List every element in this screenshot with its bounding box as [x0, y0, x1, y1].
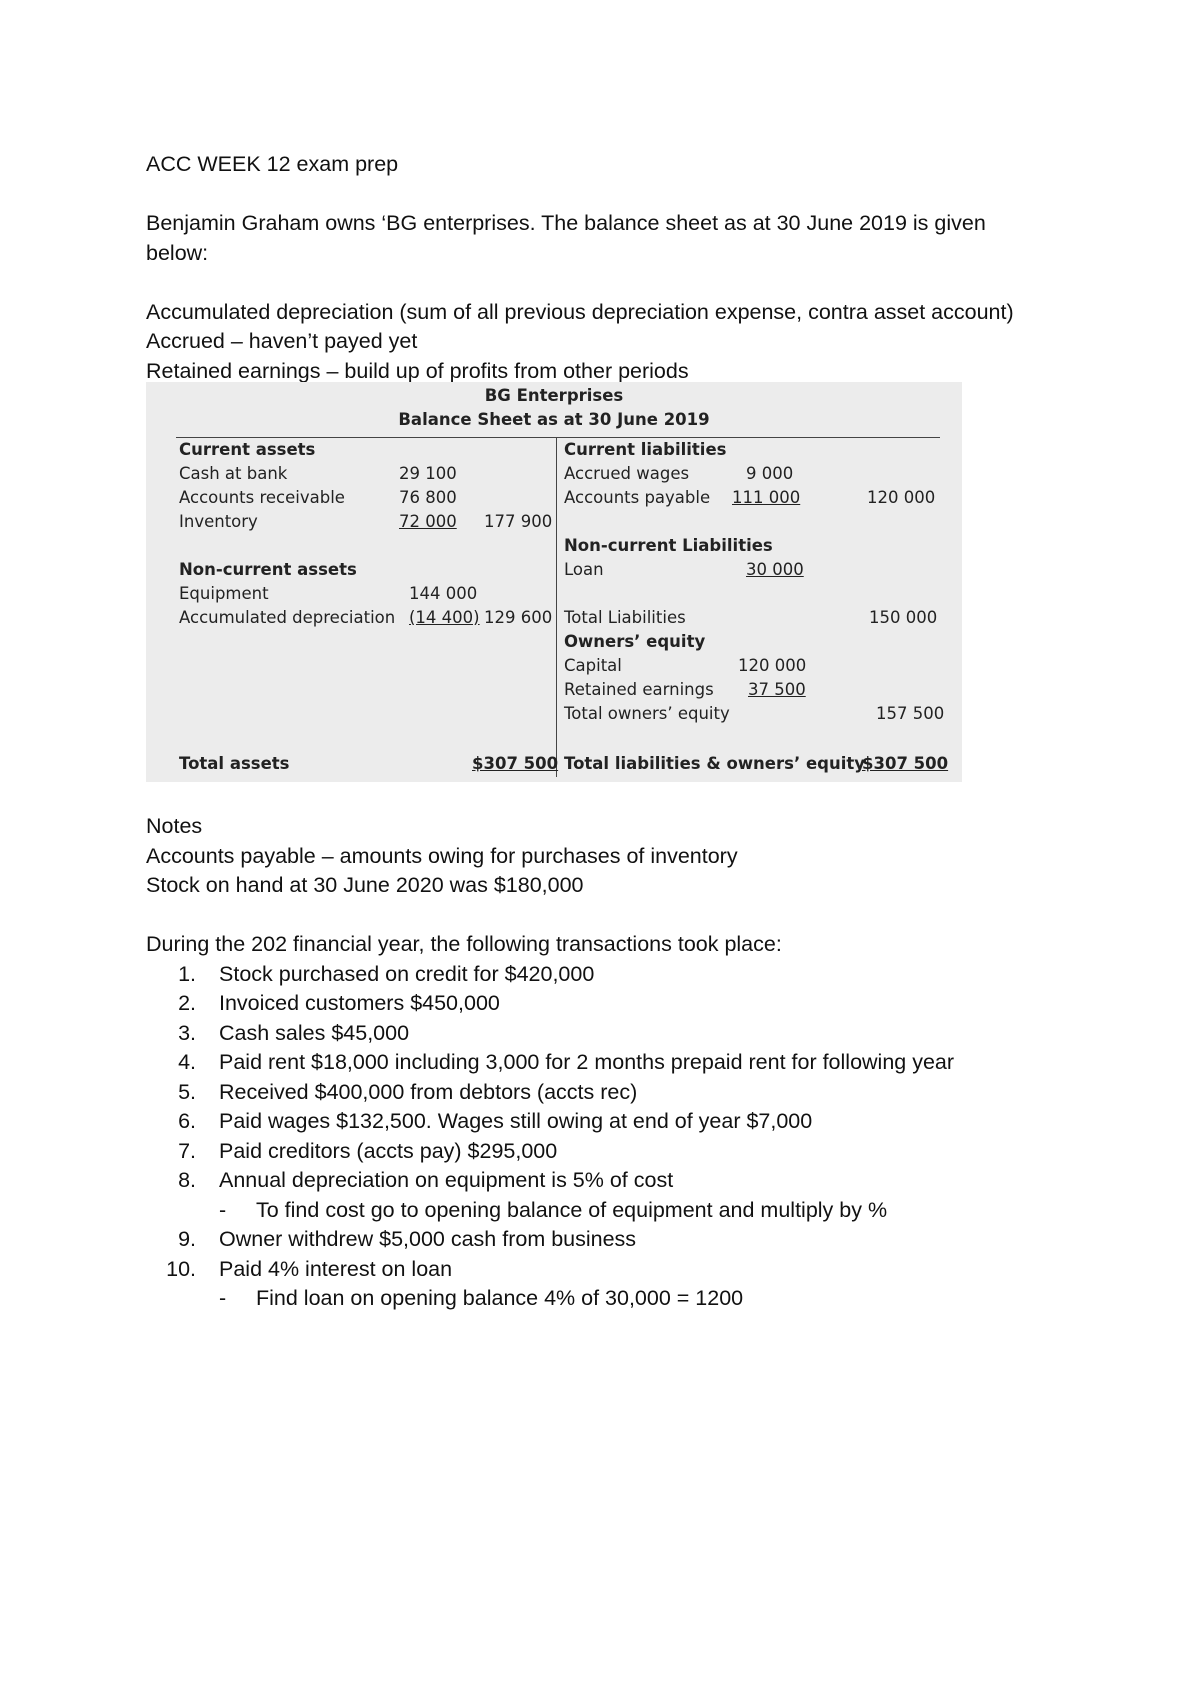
accumulated-depreciation-label: Accumulated depreciation: [179, 608, 396, 627]
inventory-value: 72 000: [399, 512, 457, 531]
ar-label: Accounts receivable: [179, 488, 345, 507]
inventory-label: Inventory: [179, 512, 258, 531]
balance-sheet-figure: [146, 382, 962, 782]
bs-header-rule: [176, 437, 940, 438]
list-item: 4. Paid rent $18,000 including 3,000 for 2 months prepaid rent for following year: [178, 1050, 955, 1074]
accrued-wages-value: 9 000: [746, 464, 794, 483]
cash-label: Cash at bank: [179, 464, 288, 483]
total-liabilities-equity-label: Total liabilities & owners’ equity: [564, 754, 866, 773]
list-item: 7. Paid creditors (accts pay) $295,000: [178, 1138, 558, 1163]
notes-line-2: Stock on hand at 30 June 2020 was $180,000: [146, 873, 584, 897]
total-owners-equity-value: 157 500: [876, 704, 945, 723]
sub-item-10: - Find loan on opening balance 4% of 30,000 = 1200: [219, 1286, 744, 1310]
total-liabilities-value: 150 000: [869, 608, 938, 627]
owners-equity-heading: Owners’ equity: [564, 632, 706, 651]
list-item: 9. Owner withdrew $5,000 cash from business: [178, 1227, 637, 1251]
loan-value: 30 000: [746, 560, 804, 579]
retained-earnings-value: 37 500: [748, 680, 806, 699]
bs-title: BG Enterprises: [484, 386, 624, 405]
total-liabilities-label: Total Liabilities: [564, 608, 686, 627]
accounts-payable-value: 111 000: [732, 488, 801, 507]
doc-heading: ACC WEEK 12 exam prep: [146, 152, 399, 176]
accrued-wages-label: Accrued wages: [564, 464, 690, 483]
current-assets-total: 177 900: [484, 512, 553, 531]
capital-label: Capital: [564, 656, 622, 675]
list-item: 3. Cash sales $45,000: [178, 1020, 410, 1045]
current-liabilities-heading: Current liabilities: [564, 440, 727, 459]
current-assets-heading: Current assets: [179, 440, 316, 459]
total-assets-label: Total assets: [179, 754, 290, 773]
transactions-intro: During the 202 financial year, the following transactions took place:: [146, 932, 782, 956]
notes-heading: Notes: [146, 814, 203, 838]
intro-line-2: below:: [146, 240, 209, 265]
equipment-value: 144 000: [409, 584, 478, 603]
notes-line-1: Accounts payable – amounts owing for purchases of inventory: [146, 843, 738, 868]
capital-value: 120 000: [738, 656, 807, 675]
noncurrent-assets-heading: Non-current assets: [179, 560, 357, 579]
bs-column-divider: [556, 437, 557, 777]
bs-subtitle: Balance Sheet as at 30 June 2019: [398, 410, 710, 429]
sub-item-8: - To find cost go to opening balance of equipment and multiply by %: [219, 1197, 888, 1222]
ar-value: 76 800: [399, 488, 457, 507]
transaction-list: [146, 960, 1096, 1314]
document-body: [146, 150, 1046, 386]
intro-line-1: Benjamin Graham owns ‘BG enterprises. The balance sheet as at 30 June 2019 is given: [146, 211, 986, 235]
loan-label: Loan: [564, 560, 604, 579]
total-assets-value: $307 500: [472, 754, 559, 773]
definition-accumulated-depreciation: Accumulated depreciation (sum of all previous depreciation expense, contra asset account): [146, 299, 1014, 324]
definition-retained-earnings: Retained earnings – build up of profits from other periods: [146, 358, 689, 383]
list-item: 5. Received $400,000 from debtors (accts rec): [178, 1079, 638, 1104]
list-item: 2. Invoiced customers $450,000: [178, 991, 500, 1015]
total-owners-equity-label: Total owners’ equity: [564, 704, 730, 723]
retained-earnings-label: Retained earnings: [564, 680, 714, 699]
notes-section: [146, 812, 1096, 1314]
total-liabilities-equity-value: $307 500: [862, 754, 949, 773]
definition-accrued: Accrued – haven’t payed yet: [146, 329, 418, 353]
list-item: 10. Paid 4% interest on loan: [166, 1256, 453, 1281]
current-liabilities-total: 120 000: [867, 488, 936, 507]
noncurrent-liabilities-heading: Non-current Liabilities: [564, 536, 773, 555]
list-item: 6. Paid wages $132,500. Wages still owing at end of year $7,000: [178, 1109, 813, 1133]
cash-value: 29 100: [399, 464, 457, 483]
equipment-label: Equipment: [179, 584, 269, 603]
accounts-payable-label: Accounts payable: [564, 488, 711, 507]
accumulated-depreciation-value: (14 400): [409, 608, 480, 627]
list-item: 1. Stock purchased on credit for $420,000: [178, 961, 595, 986]
list-item: 8. Annual depreciation on equipment is 5% of cost: [178, 1168, 674, 1192]
noncurrent-assets-total: 129 600: [484, 608, 553, 627]
